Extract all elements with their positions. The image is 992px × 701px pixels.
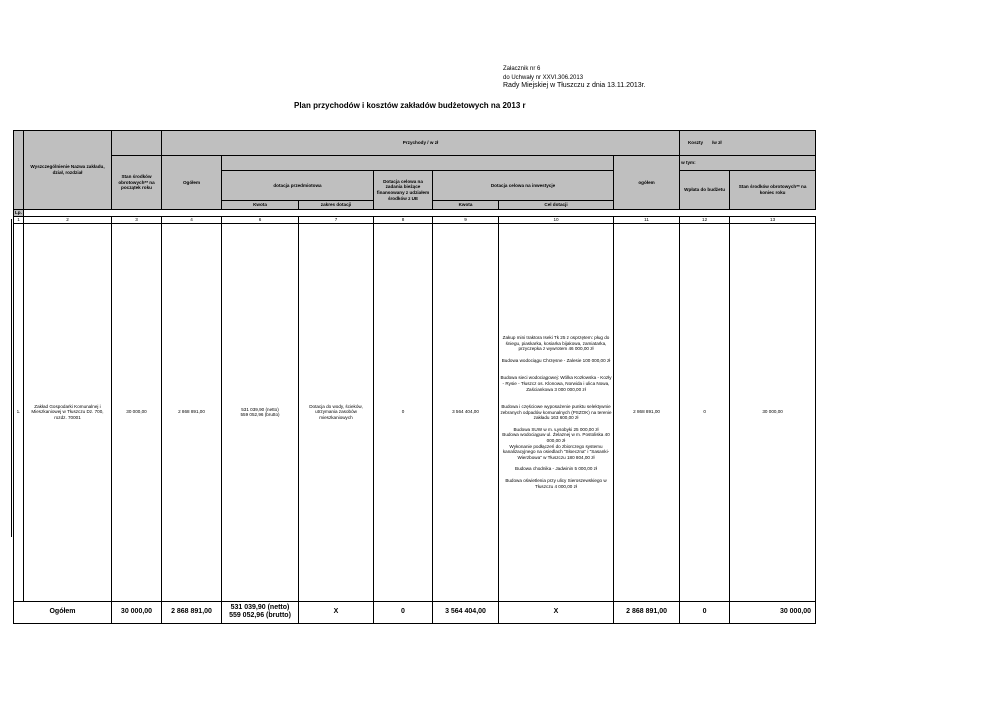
row-kwota-netto: 531 039,90 (netto) [241,406,279,412]
col-number: 8 [374,217,433,224]
header-stan-kon: Stan środków obrotowych** na koniec roku [730,171,816,210]
total-kwota-brutto: 559 052,96 (brutto) [229,612,291,620]
row-kwota [222,223,299,601]
col-number: 6 [222,217,299,224]
goal-item: Budowa wodociągu Chrzęsne - Zalesie 100 000,00 zł [501,357,611,363]
total-dotacja-ue: 0 [374,601,433,623]
header-ogolem: Ogółem [162,156,222,210]
column-number-row [14,217,816,224]
row-dotacja-ue: 0 [374,223,433,601]
goal-item: Zakup mini traktora Iseki Tk 25 z osprzętem: pług do śniegu, piaskarka, kosiarka bijakowa, zamiatarka, przyczepka z wywrotem 46 000,00 zł [502,334,610,352]
col-number: 13 [730,217,816,224]
row-stan-pocz: 30 000,00 [112,223,162,601]
row-stan-kon: 30 000,00 [730,223,816,601]
header-koszty: Koszty /w zł [680,131,730,156]
total-stan-kon: 30 000,00 [730,601,816,623]
row-wplata: 0 [680,223,730,601]
attachment-number: Załacznik nr 6 [503,66,541,72]
row-kwota-brutto: 559 052,96 (brutto) [240,412,280,418]
total-kwota-netto: 531 039,90 (netto) [230,603,290,611]
total-label: Ogółem [14,601,112,623]
row-koszty-ogolem: 2 868 891,00 [614,223,680,601]
header-kwota-inw: Kwota [433,201,499,210]
row-zakres: Dotacja do wody, ścieków, utrzymania zasobów mieszkaniowych [299,223,374,601]
header-wyszczegolnienie: Wyszczególnienie Nazwa zakładu, dział, rozdział [24,131,112,210]
goal-item: Budowa sieci wodociągowej: Wólka Kozłowska - Kozły - Rysie - Tłuszcz os. Klonowa, Norwida i ulica Nowa, Zaściankowa 3 000 000,00 zł [500,375,612,392]
row-ogolem: 2 868 891,00 [162,223,222,601]
table-row [14,223,816,601]
header-zakres: zakres dotacji [299,201,374,210]
header-lp: Lp. [15,210,22,216]
header-dotacja-inwestycje: Dotacja celowa na inwestycje [433,171,614,201]
total-stan-pocz: 30 000,00 [112,601,162,623]
goal-item: Wykonanie podłączeń do zbiorczego systemu kanalizacyjnego na osiedlach "Słoeczna" i "Sasanki-Wierzbowa" w Tłuszczu 180 804,00 zł [502,443,610,460]
header-w-tym: w tym: [680,156,816,171]
col-number: 2 [24,217,112,224]
resolution-number: do Uchwały nr XXVI.306.2013 [503,75,584,81]
col-number: 1 [14,217,24,224]
col-number: 9 [433,217,499,224]
total-row [14,601,816,623]
goal-item: Budowa i częściowe wyposażenie punktu selektywnie zebranych odpadów komunalnych (PSZOK) na terenie zakładu 163 600,00 zł [500,404,612,421]
header-koszty-ogolem: ogółem [614,156,680,210]
total-koszty-ogolem: 2 868 891,00 [614,601,680,623]
col-number: 7 [299,217,374,224]
row-cel-dotacji [499,223,614,601]
goal-item: Budowa chodnika - Jadwinin 5 000,00 zł [515,466,597,472]
goal-item: Budowa SUW w m. Łysobyki 25 000,00 zł [513,426,599,432]
total-dotacja-inw: 3 564 404,00 [433,601,499,623]
header-lp-spacer [14,131,24,210]
council-date: Rady Miejskiej w Tłuszczu z dnia 13.11.2013r. [503,82,646,89]
header-kwota: Kwota [222,201,299,210]
col-number: 3 [112,217,162,224]
header-przychody: Przychody / w zł [162,131,680,156]
goal-item: Budowa wodociąguw ul. Żelaznej w m. Postoliska 40 000,00 zł [502,432,610,444]
header-wplata: Wpłata do budżetu [680,171,730,210]
col-number: 11 [614,217,680,224]
total-kwota [222,601,299,623]
total-ogolem: 2 868 891,00 [162,601,222,623]
goal-item: Budowa oświetlenia przy ulicy Sieroszewskiego w Tłuszczu 4 000,00 zł [505,478,607,489]
header-dotacja-ue: Dotacja celowa na zadania bieżące finansowany z udziałem środków z UE [374,171,433,210]
header-cel-dotacji: Cel dotacji [499,201,614,210]
col-number: 12 [680,217,730,224]
total-cel: X [499,601,614,623]
header-stan-pocz: Stan środków obrotowych** na początek roku [112,156,162,210]
row-dotacja-inw: 3 564 404,00 [433,223,499,601]
total-wplata: 0 [680,601,730,623]
col-number: 4 [162,217,222,224]
col-number: 10 [499,217,614,224]
row-name: Zakład Gospodarki Komunalnej i Mieszkaniowej w Tłuszczu Dz. 700, rozdz. 70001 [24,223,112,601]
page-title: Plan przychodów i kosztów zakładów budżetowych na 2013 r [294,101,526,110]
header-dotacja-przedmiotowa: dotacja przedmiotowa [222,171,374,201]
budget-plan-table [13,130,816,624]
row-lp: 1. [14,223,24,601]
total-zakres: X [299,601,374,623]
left-frame-line [11,219,12,537]
